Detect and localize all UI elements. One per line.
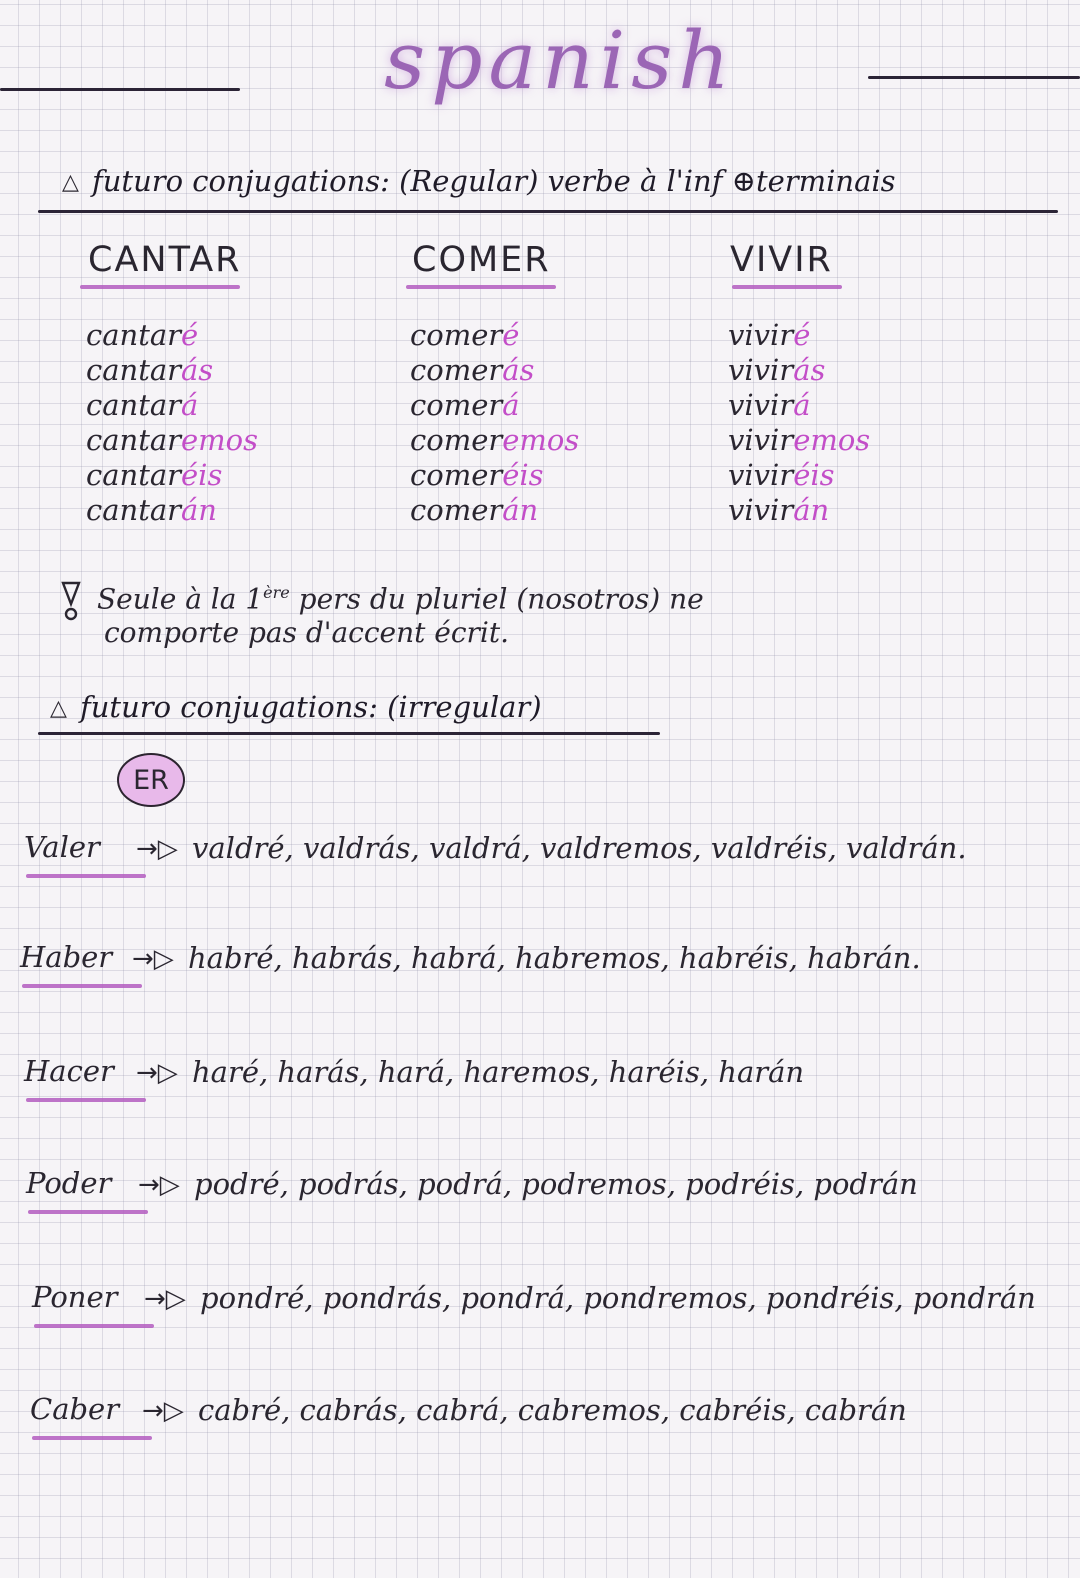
verb-ending: á xyxy=(181,388,199,422)
conjugation-form xyxy=(410,318,519,353)
verb-stem: vivir xyxy=(728,388,794,422)
title-left-rule xyxy=(0,88,240,91)
arrow-icon: →▷ xyxy=(138,1170,180,1200)
irregular-forms: podré, podrás, podrá, podremos, podréis, podrán xyxy=(194,1167,918,1201)
verb-ending: án xyxy=(502,493,539,527)
column-head-0: CANTAR xyxy=(88,240,242,280)
arrow-icon: →▷ xyxy=(136,834,178,864)
section2-underline xyxy=(38,732,660,735)
verb-stem: cantar xyxy=(86,353,182,387)
conjugation-form xyxy=(728,458,835,493)
column-head-underline xyxy=(406,285,556,289)
verb-stem: comer xyxy=(410,353,503,387)
irregular-forms: pondré, pondrás, pondrá, pondremos, pondréis, pondrán xyxy=(200,1281,1036,1315)
irregular-forms: cabré, cabrás, cabrá, cabremos, cabréis, cabrán xyxy=(198,1393,907,1427)
er-badge: ER xyxy=(117,753,185,807)
note-line-1 xyxy=(97,574,704,617)
conjugation-form xyxy=(86,423,258,458)
conjugation-form xyxy=(86,353,213,388)
conjugation-form xyxy=(86,458,222,493)
conjugation-form xyxy=(86,493,217,528)
verb-ending: éis xyxy=(181,458,223,492)
irregular-verb-underline xyxy=(28,1210,148,1214)
note-line-2: comporte pas d'accent écrit. xyxy=(104,616,510,649)
irregular-verb-underline xyxy=(34,1324,154,1328)
title-right-rule xyxy=(868,76,1080,79)
column-head-underline xyxy=(732,285,842,289)
irregular-verb: Poner xyxy=(32,1280,118,1314)
irregular-verb: Haber xyxy=(20,940,113,974)
verb-stem: cantar xyxy=(86,423,182,457)
arrow-icon: →▷ xyxy=(144,1284,186,1314)
irregular-forms: haré, harás, hará, haremos, haréis, harán xyxy=(192,1055,805,1089)
conjugation-form xyxy=(728,388,810,423)
verb-stem: comer xyxy=(410,318,503,352)
irregular-verb-underline xyxy=(26,1098,146,1102)
verb-stem: comer xyxy=(410,458,503,492)
verb-ending: emos xyxy=(181,423,259,457)
note-text-a: Seule à la 1 xyxy=(97,582,264,616)
verb-ending: ás xyxy=(181,353,214,387)
conjugation-form xyxy=(410,458,544,493)
irregular-verb: Valer xyxy=(24,830,100,864)
section1-underline xyxy=(38,210,1058,213)
verb-ending: éis xyxy=(502,458,544,492)
verb-stem: cantar xyxy=(86,458,182,492)
conjugation-form xyxy=(728,493,829,528)
column-head-underline xyxy=(80,285,240,289)
conjugation-form xyxy=(410,388,520,423)
verb-stem: vivir xyxy=(728,353,794,387)
triangle-icon: △ xyxy=(50,696,67,721)
warning-icon xyxy=(60,580,82,624)
column-head-2: VIVIR xyxy=(730,240,833,280)
verb-ending: emos xyxy=(793,423,871,457)
verb-ending: é xyxy=(793,318,811,352)
conjugation-form xyxy=(86,388,198,423)
verb-ending: á xyxy=(502,388,520,422)
verb-stem: cantar xyxy=(86,493,182,527)
verb-ending: á xyxy=(793,388,811,422)
arrow-icon: →▷ xyxy=(132,944,174,974)
note-text-b: pers du pluriel (nosotros) ne xyxy=(289,582,704,616)
verb-ending: án xyxy=(181,493,217,527)
verb-stem: vivir xyxy=(728,493,794,527)
verb-stem: comer xyxy=(410,423,503,457)
irregular-verb: Poder xyxy=(26,1166,112,1200)
irregular-verb-underline xyxy=(22,984,142,988)
irregular-verb: Caber xyxy=(30,1392,120,1426)
note-sup: ère xyxy=(263,583,290,602)
arrow-icon: →▷ xyxy=(136,1058,178,1088)
irregular-verb: Hacer xyxy=(24,1054,114,1088)
verb-stem: cantar xyxy=(86,388,182,422)
conjugation-form xyxy=(410,353,534,388)
conjugation-form xyxy=(86,318,198,353)
irregular-forms: habré, habrás, habrá, habremos, habréis, habrán. xyxy=(188,941,921,975)
section1-heading: futuro conjugations: (Regular) verbe à l'inf ⊕terminais xyxy=(92,164,896,198)
conjugation-form xyxy=(728,353,825,388)
verb-stem: cantar xyxy=(86,318,182,352)
triangle-icon: △ xyxy=(62,170,79,195)
verb-stem: comer xyxy=(410,388,503,422)
verb-ending: éis xyxy=(793,458,835,492)
verb-ending: ás xyxy=(793,353,826,387)
irregular-verb-underline xyxy=(26,874,146,878)
conjugation-form xyxy=(410,423,579,458)
verb-stem: vivir xyxy=(728,458,794,492)
column-head-1: COMER xyxy=(412,240,551,280)
section2-heading: futuro conjugations: (irregular) xyxy=(80,690,542,724)
verb-ending: án xyxy=(793,493,830,527)
verb-ending: é xyxy=(181,318,199,352)
irregular-verb-underline xyxy=(32,1436,152,1440)
verb-ending: é xyxy=(502,318,520,352)
verb-stem: vivir xyxy=(728,318,794,352)
verb-ending: emos xyxy=(502,423,580,457)
page-title: spanish xyxy=(384,14,736,107)
irregular-forms: valdré, valdrás, valdrá, valdremos, valdréis, valdrán. xyxy=(192,831,967,865)
conjugation-form xyxy=(728,318,810,353)
conjugation-form xyxy=(728,423,870,458)
conjugation-form xyxy=(410,493,538,528)
arrow-icon: →▷ xyxy=(142,1396,184,1426)
verb-ending: ás xyxy=(502,353,535,387)
verb-stem: comer xyxy=(410,493,503,527)
verb-stem: vivir xyxy=(728,423,794,457)
